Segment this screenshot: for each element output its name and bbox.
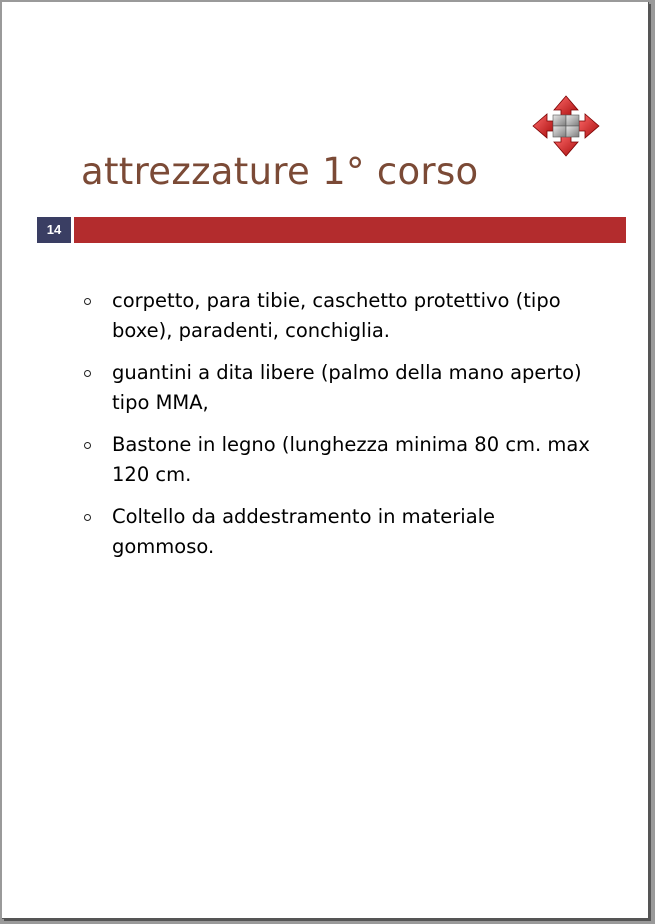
list-item [82, 430, 602, 490]
slide-number-badge: 14 [37, 217, 71, 243]
list-item-text: Coltello da addestramento in materiale gommoso. [112, 505, 496, 558]
hollow-circle-bullet-icon [84, 298, 91, 305]
hollow-circle-bullet-icon [84, 442, 91, 449]
slide-title: attrezzature 1° corso [81, 150, 479, 193]
hollow-circle-bullet-icon [84, 514, 91, 521]
list-item [82, 286, 602, 346]
hollow-circle-bullet-icon [84, 370, 91, 377]
bullet-list [82, 286, 602, 574]
slide-page [2, 2, 649, 919]
title-underline-bar [74, 217, 626, 243]
list-item-text: guantini a dita libere (palmo della mano aperto) tipo MMA, [112, 361, 582, 414]
list-item-text: Bastone in legno (lunghezza minima 80 cm. max 120 cm. [112, 433, 590, 486]
list-item [82, 502, 602, 562]
list-item-text: corpetto, para tibie, caschetto protettivo (tipo boxe), paradenti, conchiglia. [112, 289, 561, 342]
list-item [82, 358, 602, 418]
red-four-way-arrows-icon [530, 94, 602, 158]
